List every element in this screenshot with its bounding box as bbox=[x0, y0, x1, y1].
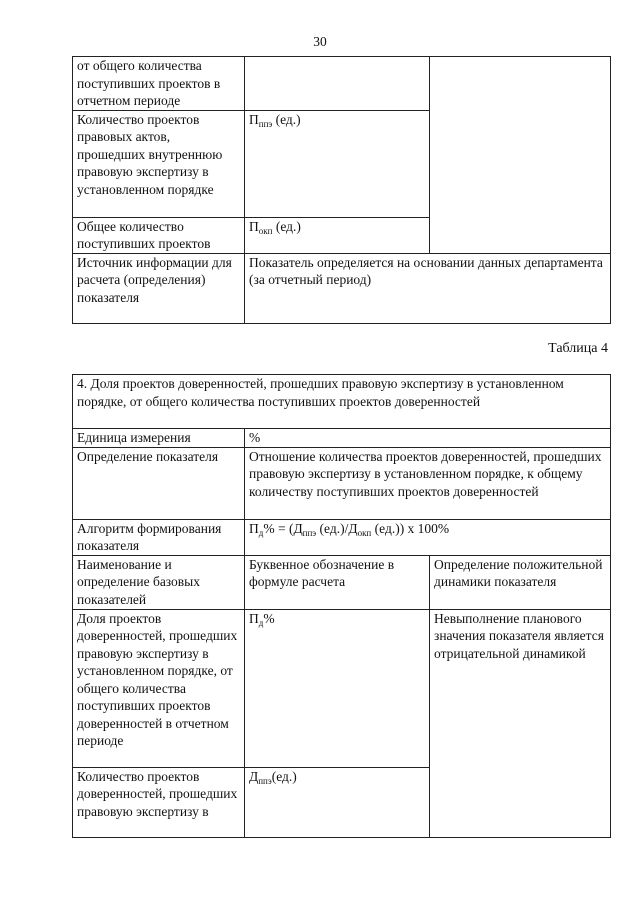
table-caption: Таблица 4 bbox=[548, 341, 608, 356]
row-label: Количество проектов доверенностей, прошедших правовую экспертизу в bbox=[73, 767, 245, 837]
table-row bbox=[73, 609, 611, 767]
column-header: Буквенное обозначение в формуле расчета bbox=[245, 555, 430, 609]
table-row bbox=[73, 447, 611, 519]
table-row bbox=[73, 57, 611, 111]
column-header: Наименование и определение базовых показателей bbox=[73, 555, 245, 609]
symbol-cell: $Д_{ппэ}(ед.)$ bbox=[245, 767, 430, 837]
unit-value: % bbox=[245, 429, 611, 448]
row-label: от общего количества поступивших проектов в отчетном периоде bbox=[73, 57, 245, 111]
table-row bbox=[73, 519, 611, 555]
table-header-row bbox=[73, 555, 611, 609]
source-value: Показатель определяется на основании данных департамента (за отчетный период) bbox=[245, 253, 611, 323]
algorithm-label: Алгоритм формирования показателя bbox=[73, 519, 245, 555]
row-label: Общее количество поступивших проектов bbox=[73, 217, 245, 253]
symbol-cell bbox=[245, 57, 430, 111]
dynamics-cell: Невыполнение планового значения показателя является отрицательной динамикой bbox=[430, 609, 611, 837]
table-row bbox=[73, 429, 611, 448]
definition-label: Определение показателя bbox=[73, 447, 245, 519]
table-row bbox=[73, 375, 611, 429]
unit-label: Единица измерения bbox=[73, 429, 245, 448]
table-3-continuation bbox=[72, 56, 611, 324]
table-row bbox=[73, 253, 611, 323]
table-title: 4. Доля проектов доверенностей, прошедших правовую экспертизу в установленном порядке, от общего количества поступивших проектов доверенностей bbox=[73, 375, 611, 429]
row-label: Количество проектов правовых актов, прошедших внутреннюю правовую экспертизу в установленном порядке bbox=[73, 110, 245, 217]
table-4 bbox=[72, 374, 611, 838]
symbol-cell: $П_{окп}$ (ед.) bbox=[245, 217, 430, 253]
dynamics-cell bbox=[430, 57, 611, 254]
row-label: Источник информации для расчета (определения) показателя bbox=[73, 253, 245, 323]
symbol-cell: $П_д\%$ bbox=[245, 609, 430, 767]
column-header: Определение положительной динамики показателя bbox=[430, 555, 611, 609]
definition-value: Отношение количества проектов доверенностей, прошедших правовую экспертизу в установленном порядке, к общему количеству поступивших проектов доверенностей bbox=[245, 447, 611, 519]
symbol-cell: $П_{ппэ}$ (ед.) bbox=[245, 110, 430, 217]
algorithm-formula: $П_д\% = (Д_{ппэ}$ $(ед.)/Д_{окп}$ (ед.)) x 100% bbox=[245, 519, 611, 555]
page-number: 30 bbox=[313, 34, 327, 49]
row-label: Доля проектов доверенностей, прошедших правовую экспертизу в установленном порядке, от общего количества поступивших проектов доверенностей в отчетном периоде bbox=[73, 609, 245, 767]
